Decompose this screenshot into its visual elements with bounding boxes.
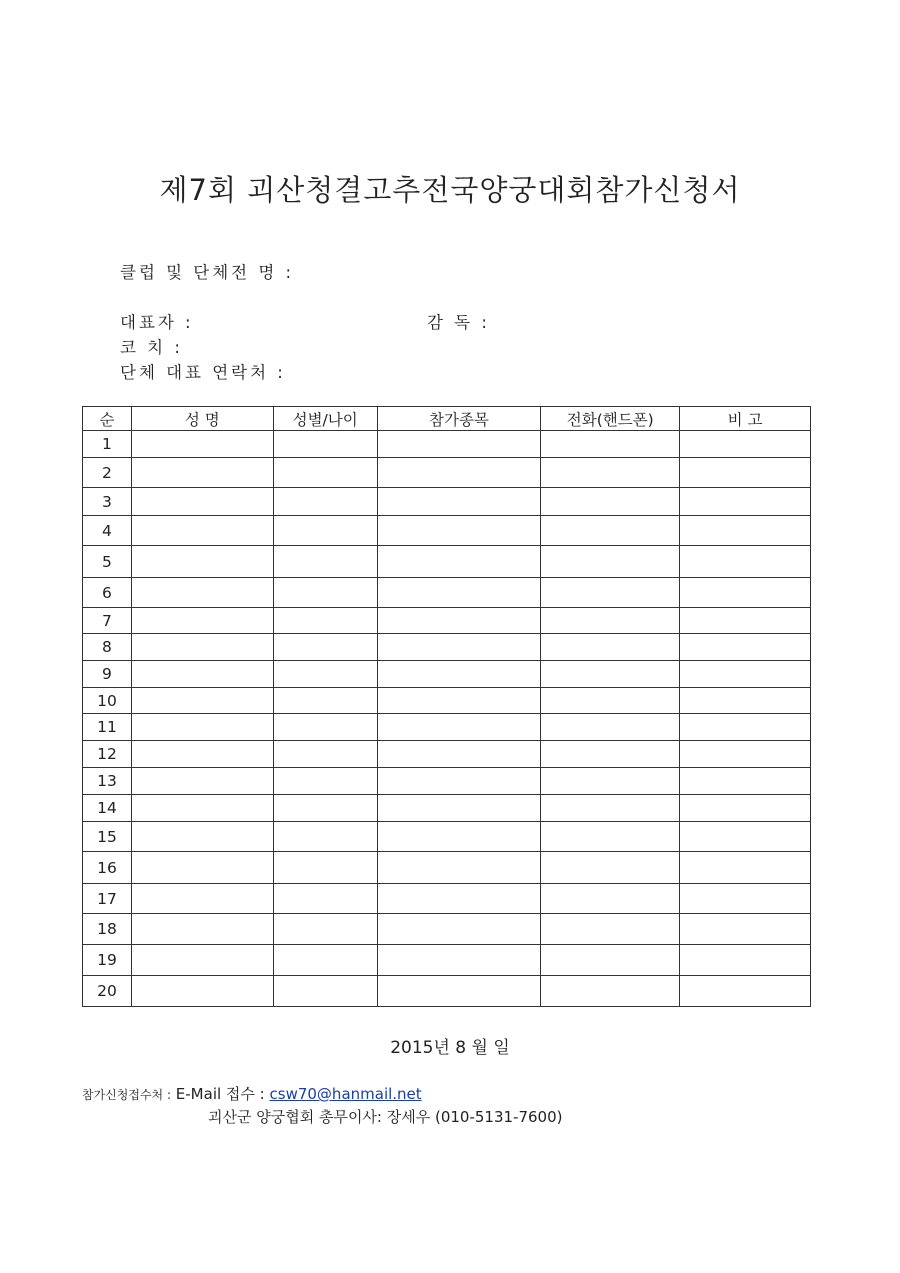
table-cell[interactable] (680, 741, 811, 768)
table-cell[interactable] (131, 431, 273, 458)
table-cell[interactable] (131, 741, 273, 768)
table-row (83, 634, 811, 661)
table-cell[interactable] (273, 741, 377, 768)
header-no: 순 (83, 407, 132, 431)
table-row (83, 458, 811, 488)
table-row (83, 431, 811, 458)
table-cell[interactable] (273, 488, 377, 516)
table-cell[interactable] (541, 884, 680, 914)
table-cell[interactable] (377, 608, 541, 634)
table-cell[interactable] (131, 578, 273, 608)
row-number: 20 (83, 976, 132, 1007)
table-cell[interactable] (680, 608, 811, 634)
table-cell[interactable] (541, 488, 680, 516)
row-number: 11 (83, 714, 132, 741)
header-name: 성 명 (131, 407, 273, 431)
submission-label: 참가신청접수처 : (82, 1088, 172, 1102)
row-number: 1 (83, 431, 132, 458)
table-cell[interactable] (273, 976, 377, 1007)
table-cell[interactable] (273, 795, 377, 822)
table-cell[interactable] (273, 714, 377, 741)
row-number: 16 (83, 852, 132, 884)
table-cell[interactable] (377, 884, 541, 914)
row-number: 4 (83, 516, 132, 546)
table-row (83, 795, 811, 822)
table-row (83, 884, 811, 914)
table-cell[interactable] (131, 688, 273, 714)
table-cell[interactable] (541, 458, 680, 488)
table-cell[interactable] (273, 516, 377, 546)
table-cell[interactable] (273, 608, 377, 634)
email-link[interactable]: csw70@hanmail.net (269, 1085, 422, 1103)
table-row (83, 488, 811, 516)
form-date: 2015년 8 월 일 (390, 1038, 510, 1058)
table-cell[interactable] (541, 661, 680, 688)
header-remarks: 비 고 (680, 407, 811, 431)
table-cell[interactable] (377, 458, 541, 488)
table-cell[interactable] (377, 945, 541, 976)
table-cell[interactable] (273, 688, 377, 714)
representative-field: 대표자 : (120, 313, 194, 332)
table-cell[interactable] (273, 945, 377, 976)
table-cell[interactable] (377, 795, 541, 822)
table-cell[interactable] (680, 884, 811, 914)
row-number: 12 (83, 741, 132, 768)
table-cell[interactable] (131, 516, 273, 546)
header-phone: 전화(핸드폰) (541, 407, 680, 431)
table-cell[interactable] (680, 945, 811, 976)
table-cell[interactable] (680, 661, 811, 688)
contact-field: 단체 대표 연락처 : (120, 363, 286, 382)
table-cell[interactable] (680, 688, 811, 714)
table-row (83, 578, 811, 608)
table-cell[interactable] (131, 884, 273, 914)
row-number: 9 (83, 661, 132, 688)
table-cell[interactable] (273, 431, 377, 458)
table-cell[interactable] (377, 852, 541, 884)
table-cell[interactable] (273, 914, 377, 945)
table-row (83, 688, 811, 714)
table-header-row (83, 407, 811, 431)
table-cell[interactable] (541, 768, 680, 795)
table-cell[interactable] (680, 768, 811, 795)
table-cell[interactable] (131, 976, 273, 1007)
table-cell[interactable] (273, 458, 377, 488)
table-cell[interactable] (680, 488, 811, 516)
header-gender-age: 성별/나이 (273, 407, 377, 431)
submission-line (82, 1083, 422, 1104)
header-event: 참가종목 (377, 407, 541, 431)
row-number: 6 (83, 578, 132, 608)
table-cell[interactable] (377, 516, 541, 546)
row-number: 2 (83, 458, 132, 488)
table-cell[interactable] (273, 768, 377, 795)
table-cell[interactable] (377, 661, 541, 688)
row-number: 15 (83, 822, 132, 852)
table-cell[interactable] (377, 634, 541, 661)
row-number: 7 (83, 608, 132, 634)
table-row (83, 768, 811, 795)
row-number: 5 (83, 546, 132, 578)
table-cell[interactable] (680, 976, 811, 1007)
table-cell[interactable] (680, 634, 811, 661)
row-number: 18 (83, 914, 132, 945)
table-cell[interactable] (273, 822, 377, 852)
row-number: 13 (83, 768, 132, 795)
table-cell[interactable] (541, 516, 680, 546)
table-cell[interactable] (377, 578, 541, 608)
table-cell[interactable] (541, 914, 680, 945)
table-cell[interactable] (131, 822, 273, 852)
coach-field: 코 치 : (120, 338, 183, 357)
table-cell[interactable] (541, 608, 680, 634)
table-cell[interactable] (377, 546, 541, 578)
table-cell[interactable] (273, 661, 377, 688)
table-row (83, 546, 811, 578)
participant-table (82, 406, 811, 1007)
page-title: 제7회 괴산청결고추전국양궁대회참가신청서 (159, 173, 741, 207)
table-cell[interactable] (377, 741, 541, 768)
row-number: 3 (83, 488, 132, 516)
row-number: 8 (83, 634, 132, 661)
table-cell[interactable] (541, 714, 680, 741)
table-cell[interactable] (131, 852, 273, 884)
row-number: 17 (83, 884, 132, 914)
table-cell[interactable] (680, 431, 811, 458)
table-cell[interactable] (377, 822, 541, 852)
table-cell[interactable] (131, 914, 273, 945)
table-cell[interactable] (131, 488, 273, 516)
table-cell[interactable] (377, 688, 541, 714)
table-cell[interactable] (680, 516, 811, 546)
row-number: 19 (83, 945, 132, 976)
table-cell[interactable] (131, 795, 273, 822)
table-cell[interactable] (131, 608, 273, 634)
table-cell[interactable] (680, 546, 811, 578)
table-row (83, 608, 811, 634)
table-cell[interactable] (131, 768, 273, 795)
table-cell[interactable] (377, 976, 541, 1007)
table-cell[interactable] (541, 822, 680, 852)
table-cell[interactable] (541, 945, 680, 976)
club-name-field: 클럽 및 단체전 명 : (120, 263, 295, 282)
table-cell[interactable] (377, 488, 541, 516)
director-field: 감 독 : (427, 313, 490, 332)
table-cell[interactable] (377, 914, 541, 945)
table-row (83, 516, 811, 546)
table-row (83, 661, 811, 688)
table-cell[interactable] (680, 458, 811, 488)
table-cell[interactable] (680, 578, 811, 608)
table-cell[interactable] (131, 546, 273, 578)
row-number: 14 (83, 795, 132, 822)
table-cell[interactable] (680, 795, 811, 822)
table-cell[interactable] (680, 914, 811, 945)
table-cell[interactable] (680, 714, 811, 741)
table-cell[interactable] (541, 976, 680, 1007)
table-row (83, 945, 811, 976)
table-cell[interactable] (680, 822, 811, 852)
table-cell[interactable] (680, 852, 811, 884)
table-cell[interactable] (541, 634, 680, 661)
table-cell[interactable] (377, 714, 541, 741)
table-cell[interactable] (273, 578, 377, 608)
table-cell[interactable] (131, 945, 273, 976)
table-cell[interactable] (377, 768, 541, 795)
table-cell[interactable] (541, 741, 680, 768)
table-cell[interactable] (541, 578, 680, 608)
table-cell[interactable] (541, 852, 680, 884)
association-contact: 괴산군 양궁협회 총무이사: 장세우 (010-5131-7600) (208, 1108, 563, 1126)
table-cell[interactable] (541, 431, 680, 458)
table-cell[interactable] (131, 714, 273, 741)
table-row (83, 976, 811, 1007)
table-cell[interactable] (131, 661, 273, 688)
table-cell[interactable] (541, 546, 680, 578)
table-cell[interactable] (273, 852, 377, 884)
table-cell[interactable] (541, 688, 680, 714)
table-row (83, 914, 811, 945)
table-row (83, 822, 811, 852)
table-row (83, 852, 811, 884)
table-cell[interactable] (273, 884, 377, 914)
table-cell[interactable] (541, 795, 680, 822)
table-row (83, 741, 811, 768)
email-label: E-Mail 접수 : (175, 1085, 265, 1103)
table-cell[interactable] (377, 431, 541, 458)
table-cell[interactable] (131, 458, 273, 488)
row-number: 10 (83, 688, 132, 714)
table-cell[interactable] (273, 546, 377, 578)
table-cell[interactable] (131, 634, 273, 661)
table-row (83, 714, 811, 741)
table-cell[interactable] (273, 634, 377, 661)
